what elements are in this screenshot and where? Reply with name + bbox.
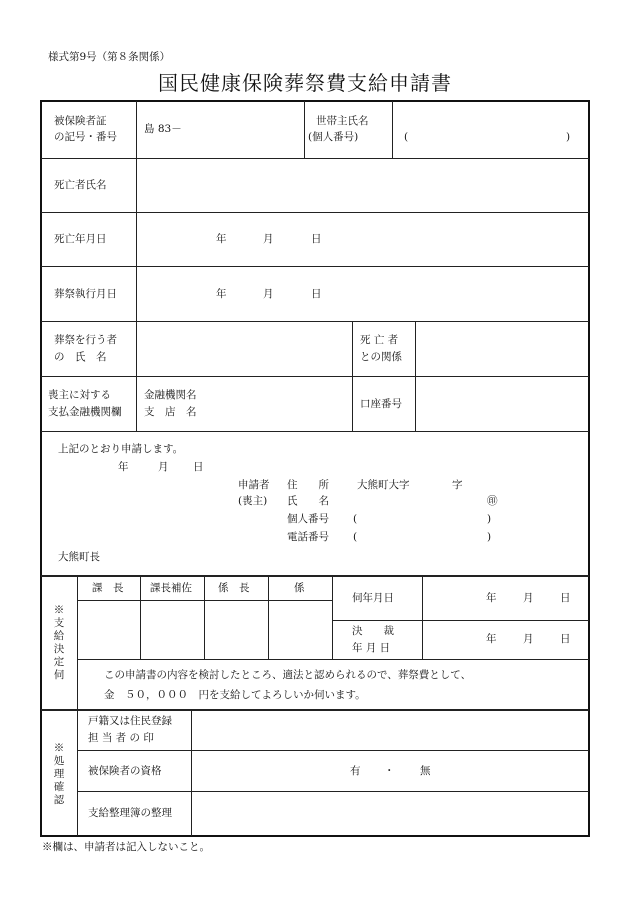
col-divider <box>352 321 353 431</box>
row-divider <box>77 750 589 751</box>
death-date-label: 死亡年月日 <box>54 233 107 245</box>
col-divider <box>140 576 141 659</box>
footer-note: ※欄は、申請者は記入しないこと。 <box>42 841 210 853</box>
funeral-host-label: 葬祭を行う者 <box>54 334 117 346</box>
col-divider <box>415 321 416 431</box>
row-divider <box>332 620 589 621</box>
personal-number-paren-open: ( <box>353 513 358 525</box>
applicant-label: 申請者 <box>238 479 270 491</box>
name-label: 氏 名 <box>287 495 329 507</box>
qualification-separator: ・ <box>384 765 395 777</box>
col-divider <box>422 576 423 659</box>
decision-text-2: 金 ５０，０００ 円を支給してよろしいか伺います。 <box>104 689 366 701</box>
processing-side-label: ※処理確認 <box>53 742 65 806</box>
registry-label: 戸籍又は住民登録 <box>88 715 172 727</box>
address-value[interactable]: 大熊町大字 <box>357 479 410 491</box>
address-label: 住 所 <box>287 479 329 491</box>
relation-label-2: との関係 <box>360 351 402 363</box>
col-divider <box>136 101 137 431</box>
row-divider <box>41 212 589 213</box>
col-kacho: 課 長 <box>92 582 124 594</box>
phone-paren-close: ) <box>487 531 492 543</box>
inquiry-month: 月 <box>523 592 534 604</box>
funeral-day: 日 <box>311 288 322 300</box>
row-divider <box>77 791 589 792</box>
insured-number-label-2: の記号・番号 <box>54 131 117 143</box>
inquiry-year: 年 <box>486 592 497 604</box>
householder-label: 世帯主氏名 <box>316 115 369 127</box>
phone-label: 電話番号 <box>287 531 329 543</box>
decision-side-label: ※支給決定伺 <box>53 604 65 681</box>
col-divider <box>191 710 192 836</box>
page-title: 国民健康保険葬祭費支給申請書 <box>158 71 452 95</box>
personal-number-label: 個人番号 <box>287 513 329 525</box>
registry-label-2: 担 当 者 の 印 <box>88 732 154 744</box>
qualification-label: 被保険者の資格 <box>88 765 162 777</box>
application-month: 月 <box>158 461 169 473</box>
phone-paren-open: ( <box>353 531 358 543</box>
row-divider <box>41 431 589 432</box>
qualification-yes[interactable]: 有 <box>350 765 361 777</box>
householder-paren-close: ) <box>566 131 571 143</box>
householder-label-2: (個人番号) <box>308 131 359 143</box>
insured-number-label: 被保険者証 <box>54 115 107 127</box>
bank-section-label: 喪主に対する <box>48 389 111 401</box>
row-divider <box>41 266 589 267</box>
relation-label: 死 亡 者 <box>360 334 399 346</box>
application-statement: 上記のとおり申請します。 <box>58 443 184 455</box>
bank-name-label: 金融機関名 <box>144 389 197 401</box>
funeral-year: 年 <box>216 288 227 300</box>
death-month: 月 <box>263 233 274 245</box>
deceased-name-label: 死亡者氏名 <box>54 179 107 191</box>
death-day: 日 <box>311 233 322 245</box>
account-number-label: 口座番号 <box>360 398 402 410</box>
form-number: 様式第9号（第８条関係） <box>48 51 171 63</box>
approval-day: 日 <box>560 633 571 645</box>
col-kacho-hosa: 課長補佐 <box>150 582 192 594</box>
householder-paren-open: ( <box>404 131 409 143</box>
chief-mourner-label: (喪主) <box>238 495 268 507</box>
row-divider <box>41 321 589 322</box>
application-day: 日 <box>193 461 204 473</box>
approval-label-2: 年 月 日 <box>352 642 391 654</box>
personal-number-paren-close: ) <box>487 513 492 525</box>
approval-label: 決 裁 <box>352 625 394 637</box>
death-year: 年 <box>216 233 227 245</box>
col-divider <box>268 576 269 659</box>
row-divider <box>41 709 589 711</box>
approval-year: 年 <box>486 633 497 645</box>
decision-text-1: この申請書の内容を検討したところ、適法と認められるので、葬祭費として、 <box>104 669 472 681</box>
seal-icon: ㊞ <box>487 495 498 507</box>
approval-month: 月 <box>523 633 534 645</box>
bank-section-label-2: 支払金融機関欄 <box>48 406 122 418</box>
col-divider <box>77 576 78 836</box>
row-divider <box>41 575 589 577</box>
application-year: 年 <box>118 461 129 473</box>
col-divider <box>332 576 333 659</box>
funeral-host-label-2: の 氏 名 <box>54 351 107 363</box>
inquiry-date-label: 伺年月日 <box>352 592 394 604</box>
funeral-date-label: 葬祭執行月日 <box>54 288 117 300</box>
row-divider <box>41 158 589 159</box>
col-divider <box>204 576 205 659</box>
qualification-no[interactable]: 無 <box>420 765 431 777</box>
row-divider <box>77 659 589 660</box>
inquiry-day: 日 <box>560 592 571 604</box>
insured-number-value[interactable]: 島 83－ <box>144 123 182 135</box>
col-divider <box>392 101 393 158</box>
row-divider <box>41 376 589 377</box>
aza-label: 字 <box>452 479 463 491</box>
col-kakaricho: 係 長 <box>218 582 250 594</box>
col-divider <box>304 101 305 158</box>
addressee: 大熊町長 <box>58 551 100 563</box>
ledger-label: 支給整理簿の整理 <box>88 807 172 819</box>
col-kakari: 係 <box>294 582 305 594</box>
branch-label: 支 店 名 <box>144 406 197 418</box>
funeral-month: 月 <box>263 288 274 300</box>
